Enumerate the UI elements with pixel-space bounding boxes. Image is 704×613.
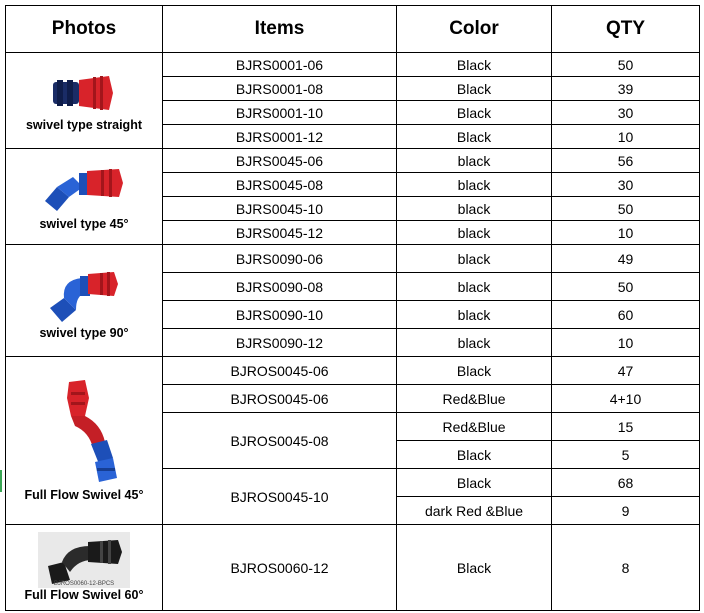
qty-cell: 39: [552, 77, 700, 101]
photo-caption: swivel type straight: [25, 117, 142, 132]
item-cell: BJRS0045-12: [163, 221, 397, 245]
item-cell: BJRS0045-08: [163, 173, 397, 197]
color-cell: Black: [397, 101, 552, 125]
color-cell: black: [397, 273, 552, 301]
color-cell: Black: [397, 441, 552, 469]
qty-cell: 9: [552, 497, 700, 525]
qty-cell: 4+10: [552, 385, 700, 413]
header-items: Items: [163, 6, 397, 53]
color-cell: black: [397, 245, 552, 273]
photo-caption: swivel type 45°: [39, 216, 129, 231]
item-cell: BJROS0060-12: [163, 525, 397, 611]
qty-cell: 30: [552, 173, 700, 197]
qty-cell: 50: [552, 53, 700, 77]
item-cell: BJRS0090-06: [163, 245, 397, 273]
qty-cell: 47: [552, 357, 700, 385]
qty-cell: 30: [552, 101, 700, 125]
color-cell: black: [397, 221, 552, 245]
header-color: Color: [397, 6, 552, 53]
item-cell: BJRS0090-10: [163, 301, 397, 329]
photo-cell-full-flow-60: [6, 525, 163, 611]
color-cell: Black: [397, 125, 552, 149]
photo-label: BJROS0060-12-BPCS: [53, 580, 115, 587]
item-cell: BJRS0001-08: [163, 77, 397, 101]
color-cell: Red&Blue: [397, 385, 552, 413]
qty-cell: 10: [552, 221, 700, 245]
photo-cell-45: [6, 149, 163, 245]
color-cell: Red&Blue: [397, 413, 552, 441]
table-row: [6, 53, 700, 77]
table-row: [6, 357, 700, 385]
table-row: [6, 149, 700, 173]
item-cell: BJRS0001-10: [163, 101, 397, 125]
qty-cell: 60: [552, 301, 700, 329]
qty-cell: 5: [552, 441, 700, 469]
color-cell: Black: [397, 469, 552, 497]
table-row: [6, 245, 700, 273]
straight-hose-fitting-icon: [49, 68, 119, 118]
color-cell: black: [397, 197, 552, 221]
qty-cell: 50: [552, 273, 700, 301]
color-cell: black: [397, 329, 552, 357]
color-cell: dark Red &Blue: [397, 497, 552, 525]
photo-cell-90: [6, 245, 163, 357]
header-qty: QTY: [552, 6, 700, 53]
photo-caption: swivel type 90°: [39, 325, 129, 340]
item-cell: BJRS0045-06: [163, 149, 397, 173]
inventory-table: [5, 5, 700, 611]
item-cell: BJRS0001-06: [163, 53, 397, 77]
photo-cell-full-flow-45: [6, 357, 163, 525]
header-row: [6, 6, 700, 53]
qty-cell: 8: [552, 525, 700, 611]
color-cell: black: [397, 149, 552, 173]
color-cell: Black: [397, 53, 552, 77]
item-cell: BJROS0045-06: [163, 385, 397, 413]
table-row: [6, 525, 700, 611]
color-cell: black: [397, 301, 552, 329]
full-flow-60-fitting-photo: [38, 532, 130, 588]
item-cell: BJROS0045-08: [163, 413, 397, 469]
qty-cell: 10: [552, 329, 700, 357]
qty-cell: 49: [552, 245, 700, 273]
color-cell: Black: [397, 525, 552, 611]
color-cell: black: [397, 173, 552, 197]
row-selection-marker: [0, 470, 2, 492]
qty-cell: 50: [552, 197, 700, 221]
color-cell: Black: [397, 77, 552, 101]
item-cell: BJRS0001-12: [163, 125, 397, 149]
item-cell: BJROS0045-06: [163, 357, 397, 385]
qty-cell: 10: [552, 125, 700, 149]
color-cell: Black: [397, 357, 552, 385]
full-flow-45-fitting-icon: [49, 378, 119, 488]
photo-cell-straight: [6, 53, 163, 149]
photo-caption: Full Flow Swivel 45°: [24, 487, 144, 502]
45-degree-hose-fitting-icon: [39, 161, 129, 217]
header-photos: Photos: [6, 6, 163, 53]
qty-cell: 68: [552, 469, 700, 497]
item-cell: BJROS0045-10: [163, 469, 397, 525]
qty-cell: 56: [552, 149, 700, 173]
photo-caption: Full Flow Swivel 60°: [24, 587, 144, 602]
90-degree-hose-fitting-icon: [42, 260, 126, 326]
item-cell: BJRS0090-08: [163, 273, 397, 301]
item-cell: BJRS0045-10: [163, 197, 397, 221]
item-cell: BJRS0090-12: [163, 329, 397, 357]
qty-cell: 15: [552, 413, 700, 441]
